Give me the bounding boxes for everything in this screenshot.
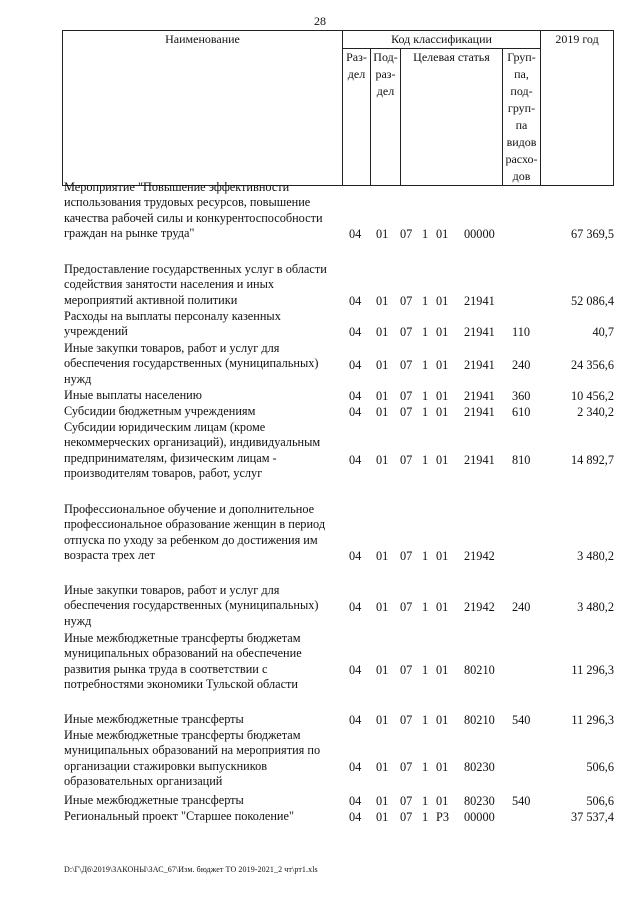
row-target-subprogram: 1 (422, 293, 429, 308)
row-target-direction: 21941 (464, 293, 495, 308)
row-razdel: 04 (349, 226, 362, 241)
row-target-subprogram: 1 (422, 809, 429, 824)
table-row (64, 180, 614, 242)
row-target-event: 01 (436, 324, 449, 339)
row-target-event: 01 (436, 357, 449, 372)
row-target-direction: 00000 (464, 809, 495, 824)
row-name: Региональный проект "Старшее поколение" (64, 809, 294, 823)
row-target-event: 01 (436, 388, 449, 403)
row-target-event: Р3 (436, 809, 449, 824)
row-expense-type: 810 (512, 452, 531, 467)
row-razdel: 04 (349, 712, 362, 727)
row-target-direction: 21941 (464, 324, 495, 339)
row-expense-type: 540 (512, 712, 531, 727)
row-target-program: 07 (400, 712, 413, 727)
row-name: Иные межбюджетные трансферты бюджетам муниципальных образований на мероприятия по организации стажировки выпускников образовательных организаций (64, 728, 321, 789)
file-path-footer: D:\Г\Д6\2019\ЗАКОНЫ\ЗАС_67\Изм. бюджет ТО 2019-2021_2 чт\рт1.xls (64, 865, 318, 874)
row-target-direction: 21941 (464, 388, 495, 403)
header-code: Код классификации (343, 31, 541, 49)
row-sum: 14 892,7 (570, 452, 614, 467)
row-sum: 11 296,3 (571, 662, 614, 677)
table-row (64, 262, 614, 309)
row-podrazdel: 01 (376, 324, 389, 339)
table-row (64, 583, 614, 630)
row-sum: 3 480,2 (577, 599, 614, 614)
row-target-program: 07 (400, 548, 413, 563)
row-target-subprogram: 1 (422, 712, 429, 727)
row-name: Субсидии юридическим лицам (кроме некоммерческих организаций), индивидуальным предпринимателям, физическим лицам - производителям товаров, работ, услуг (64, 420, 321, 481)
row-podrazdel: 01 (376, 293, 389, 308)
table-row (64, 388, 614, 404)
row-sum: 40,7 (592, 324, 614, 339)
row-razdel: 04 (349, 293, 362, 308)
row-name: Иные межбюджетные трансферты (64, 793, 244, 807)
row-target-program: 07 (400, 293, 413, 308)
row-target-program: 07 (400, 388, 413, 403)
row-target-subprogram: 1 (422, 404, 429, 419)
row-target-direction: 80210 (464, 712, 495, 727)
row-expense-type: 610 (512, 404, 531, 419)
table-row (64, 309, 614, 340)
row-podrazdel: 01 (376, 388, 389, 403)
row-podrazdel: 01 (376, 662, 389, 677)
row-name: Иные закупки товаров, работ и услуг для обеспечения государственных (муниципальных) нужд (64, 583, 319, 628)
row-target-direction: 80230 (464, 759, 495, 774)
row-sum: 10 456,2 (570, 388, 614, 403)
row-sum: 11 296,3 (571, 712, 614, 727)
row-target-subprogram: 1 (422, 452, 429, 467)
row-target-event: 01 (436, 793, 449, 808)
row-target-direction: 80230 (464, 793, 495, 808)
row-razdel: 04 (349, 548, 362, 563)
row-target-direction: 21941 (464, 452, 495, 467)
table-header (62, 30, 614, 186)
header-razdel: Раз- дел (343, 49, 371, 186)
row-podrazdel: 01 (376, 548, 389, 563)
row-target-event: 01 (436, 452, 449, 467)
row-target-program: 07 (400, 404, 413, 419)
row-expense-type: 240 (512, 599, 531, 614)
row-target-subprogram: 1 (422, 388, 429, 403)
row-sum: 24 356,6 (570, 357, 614, 372)
row-razdel: 04 (349, 809, 362, 824)
row-target-direction: 21942 (464, 599, 495, 614)
row-expense-type: 540 (512, 793, 531, 808)
row-name: Иные межбюджетные трансферты (64, 712, 244, 726)
row-razdel: 04 (349, 599, 362, 614)
row-target-subprogram: 1 (422, 662, 429, 677)
page-number: 28 (314, 14, 326, 28)
row-razdel: 04 (349, 324, 362, 339)
table-row (64, 420, 614, 483)
row-podrazdel: 01 (376, 759, 389, 774)
row-podrazdel: 01 (376, 452, 389, 467)
row-target-subprogram: 1 (422, 599, 429, 614)
table-row (64, 728, 614, 790)
row-target-direction: 21942 (464, 548, 495, 563)
row-target-event: 01 (436, 759, 449, 774)
row-expense-type: 110 (512, 324, 530, 339)
row-target-event: 01 (436, 226, 449, 241)
row-target-program: 07 (400, 793, 413, 808)
table-row (64, 631, 614, 693)
row-sum: 67 369,5 (570, 226, 614, 241)
row-razdel: 04 (349, 388, 362, 403)
row-target-event: 01 (436, 404, 449, 419)
row-name: Иные выплаты населению (64, 388, 202, 402)
row-razdel: 04 (349, 793, 362, 808)
header-year: 2019 год (541, 31, 614, 186)
row-sum: 37 537,4 (570, 809, 614, 824)
row-podrazdel: 01 (376, 809, 389, 824)
table-row (64, 404, 614, 420)
row-name: Расходы на выплаты персоналу казенных учреждений (64, 309, 281, 339)
row-target-program: 07 (400, 662, 413, 677)
row-target-event: 01 (436, 662, 449, 677)
row-target-direction: 00000 (464, 226, 495, 241)
table-row (64, 502, 614, 564)
row-target-event: 01 (436, 712, 449, 727)
row-target-program: 07 (400, 759, 413, 774)
row-expense-type: 240 (512, 357, 531, 372)
header-name: Наименование (63, 31, 343, 186)
row-podrazdel: 01 (376, 357, 389, 372)
row-podrazdel: 01 (376, 793, 389, 808)
row-target-program: 07 (400, 599, 413, 614)
row-name: Иные межбюджетные трансферты бюджетам муниципальных образований на обеспечение развития рынка труда в соответствии с потребностями экономики Тульской области (64, 631, 302, 692)
row-target-subprogram: 1 (422, 548, 429, 563)
header-group: Груп- па, под- груп- па видов расхо- дов (503, 49, 541, 186)
row-target-event: 01 (436, 548, 449, 563)
row-name: Мероприятие "Повышение эффективности использования трудовых ресурсов, повышение качества рабочей силы и конкурентоспособности граждан на рынке труда" (64, 180, 323, 241)
row-podrazdel: 01 (376, 404, 389, 419)
row-sum: 52 086,4 (570, 293, 614, 308)
table-row (64, 793, 614, 809)
header-podrazdel: Под- раз- дел (371, 49, 401, 186)
row-target-program: 07 (400, 357, 413, 372)
row-name: Субсидии бюджетным учреждениям (64, 404, 256, 418)
row-razdel: 04 (349, 404, 362, 419)
row-razdel: 04 (349, 357, 362, 372)
row-name: Иные закупки товаров, работ и услуг для обеспечения государственных (муниципальных) нужд (64, 341, 319, 386)
row-podrazdel: 01 (376, 712, 389, 727)
row-target-direction: 80210 (464, 662, 495, 677)
row-target-subprogram: 1 (422, 324, 429, 339)
row-razdel: 04 (349, 759, 362, 774)
row-target-subprogram: 1 (422, 357, 429, 372)
row-target-program: 07 (400, 226, 413, 241)
row-target-program: 07 (400, 809, 413, 824)
row-target-program: 07 (400, 324, 413, 339)
row-razdel: 04 (349, 662, 362, 677)
row-sum: 506,6 (586, 759, 614, 774)
header-target: Целевая статья (401, 49, 503, 186)
row-sum: 2 340,2 (577, 404, 614, 419)
row-target-event: 01 (436, 293, 449, 308)
row-expense-type: 360 (512, 388, 531, 403)
row-sum: 3 480,2 (577, 548, 614, 563)
row-target-direction: 21941 (464, 404, 495, 419)
table-row (64, 809, 614, 825)
row-name: Профессиональное обучение и дополнительное профессиональное образование женщин в период отпуска по уходу за ребенком до достижения им возраста трех лет (64, 502, 326, 563)
row-target-subprogram: 1 (422, 226, 429, 241)
row-target-event: 01 (436, 599, 449, 614)
row-target-direction: 21941 (464, 357, 495, 372)
table-row (64, 712, 614, 728)
row-target-subprogram: 1 (422, 793, 429, 808)
row-target-subprogram: 1 (422, 759, 429, 774)
row-name: Предоставление государственных услуг в области содействия занятости населения и иных мероприятий активной политики (64, 262, 327, 307)
row-razdel: 04 (349, 452, 362, 467)
row-podrazdel: 01 (376, 226, 389, 241)
row-sum: 506,6 (586, 793, 614, 808)
row-target-program: 07 (400, 452, 413, 467)
table-row (64, 341, 614, 388)
row-podrazdel: 01 (376, 599, 389, 614)
